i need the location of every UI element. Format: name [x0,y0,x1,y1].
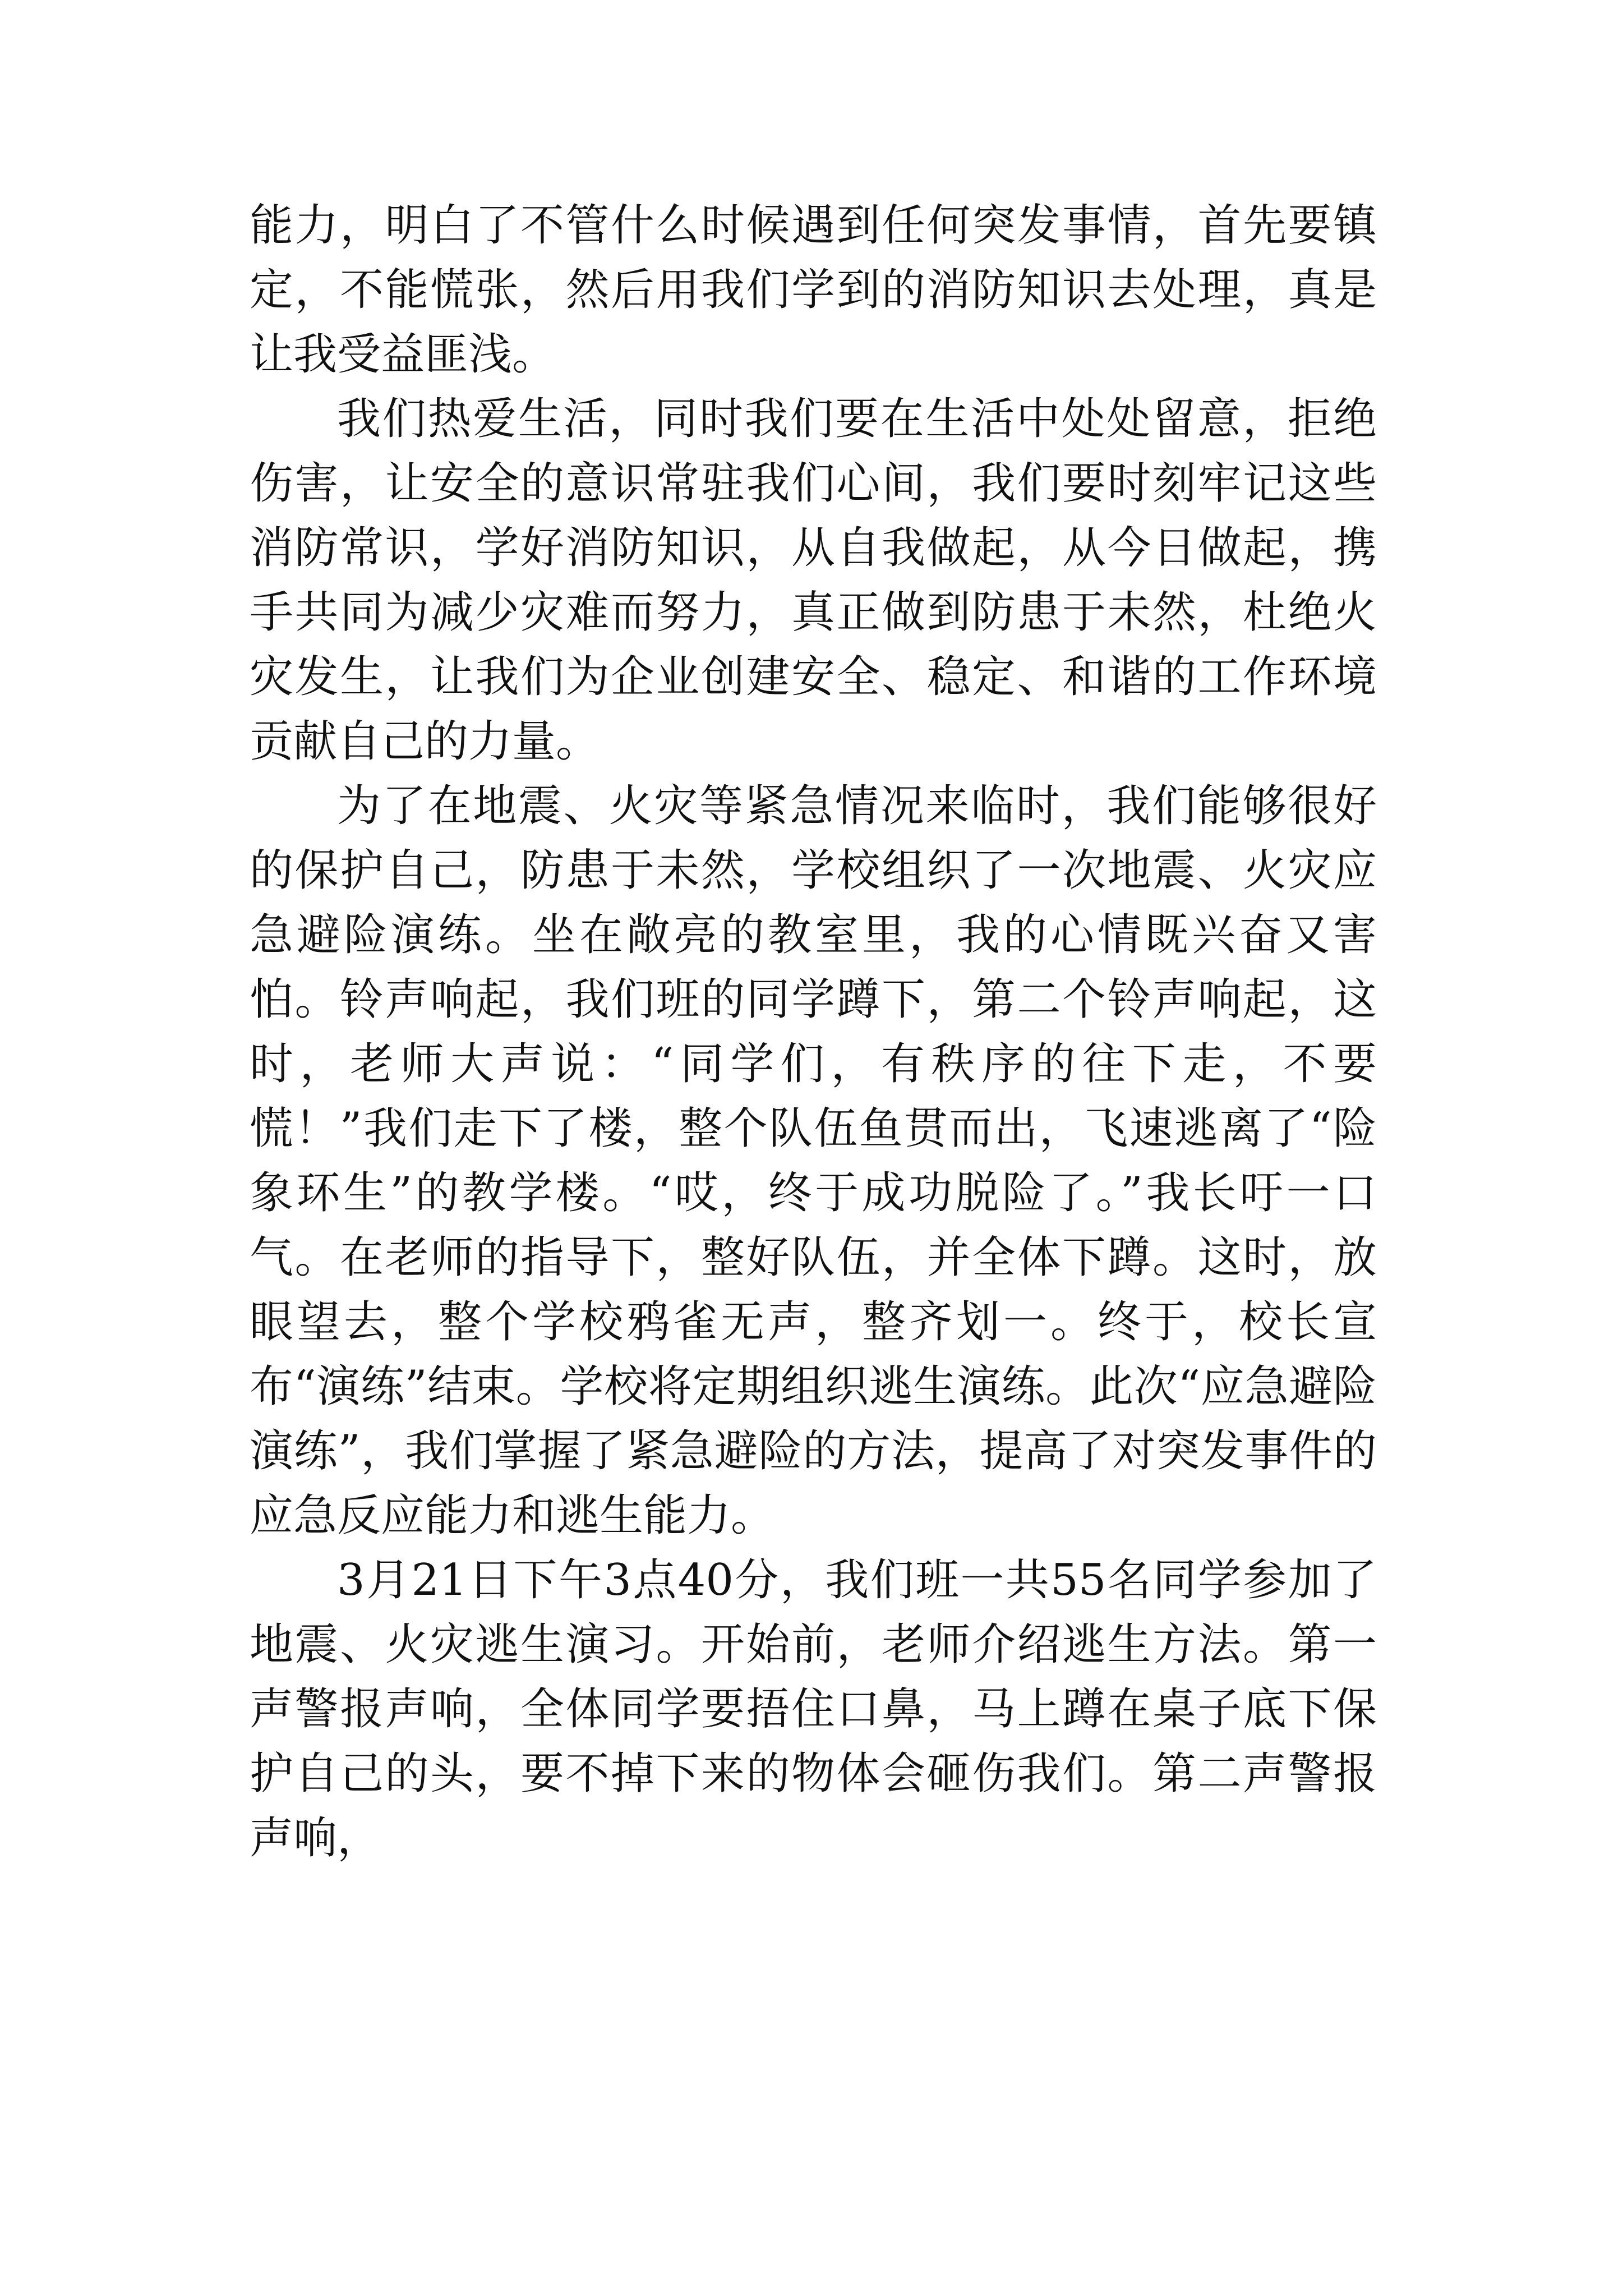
paragraph-3: 为了在地震、火灾等紧急情况来临时，我们能够很好的保护自己，防患于未然，学校组织了一次地震、火灾应急避险演练。坐在敞亮的教室里，我的心情既兴奋又害怕。铃声响起，我们班的同学蹲下，第二个铃声响起，这时，老师大声说：“同学们，有秩序的往下走，不要慌！”我们走下了楼，整个队伍鱼贯而出，飞速逃离了“险象环生”的教学楼。“哎，终于成功脱险了。”我长吁一口气。在老师的指导下，整好队伍，并全体下蹲。这时，放眼望去，整个学校鸦雀无声，整齐划一。终于，校长宣布“演练”结束。学校将定期组织逃生演练。此次“应急避险演练”，我们掌握了紧急避险的方法，提高了对突发事件的应急反应能力和逃生能力。 [250,781,1377,1541]
paragraph-4: 3月21日下午3点40分，我们班一共55名同学参加了地震、火灾逃生演习。开始前，老师介绍逃生方法。第一声警报声响，全体同学要捂住口鼻，马上蹲在桌子底下保护自己的头，要不掉下来的物体会砸伤我们。第二声警报声响， [250,1555,1377,1864]
document-body [250,194,1377,1871]
paragraph-2: 我们热爱生活，同时我们要在生活中处处留意，拒绝伤害，让安全的意识常驻我们心间，我们要时刻牢记这些消防常识，学好消防知识，从自我做起，从今日做起，携手共同为减少灾难而努力，真正做到防患于未然，杜绝火灾发生，让我们为企业创建安全、稳定、和谐的工作环境贡献自己的力量。 [250,394,1377,767]
paragraph-1: 能力，明白了不管什么时候遇到任何突发事情，首先要镇定，不能慌张，然后用我们学到的消防知识去处理，真是让我受益匪浅。 [250,200,1377,380]
